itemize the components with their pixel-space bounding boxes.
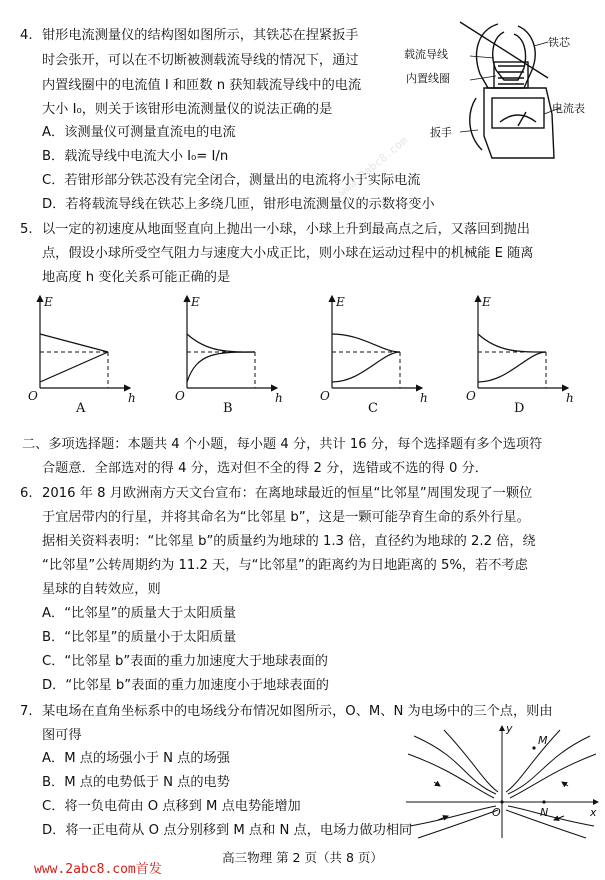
q4-option-b: B．载流导线中电流大小 I₀= I/n [42, 149, 229, 164]
graph-curve-fall [187, 352, 255, 382]
q4-option-c: C．若钳形部分铁芯没有完全闭合，测量出的电流将小于实际电流 [42, 173, 421, 188]
graph-choice-letter: B [223, 401, 233, 416]
q6-line-1: 2016 年 8 月欧洲南方天文台宣布：在离地球最近的恒星“比邻星”周围发现了一颗位 [42, 486, 533, 501]
page-number: 高三物理 第 2 页（共 8 页） [222, 850, 383, 865]
graph-curve-rise [332, 334, 400, 352]
watermark: www.2abc8.com [335, 133, 411, 200]
energy-height-graphs [0, 290, 605, 420]
q7-line-1: 某电场在直角坐标系中的电场线分布情况如图所示，O、M、N 为电场中的三个点，则由 [42, 704, 553, 719]
graph-origin-label: O [175, 389, 185, 403]
label-core: 铁芯 [548, 36, 570, 49]
q6-option-d: D．“比邻星 b”表面的重力加速度小于地球表面的 [42, 678, 329, 693]
site-link[interactable]: www.2abc8.com首发 [34, 862, 162, 877]
graph-curve-rise [187, 334, 255, 352]
point-n-label: N [540, 806, 549, 819]
q6-number: 6. [20, 486, 33, 501]
q6-option-b: B．“比邻星”的质量小于太阳质量 [42, 630, 237, 645]
point-o-label: O [492, 806, 501, 819]
q7-number: 7. [20, 704, 33, 719]
graph-axis-h-label: h [275, 391, 283, 405]
q6-option-c: C．“比邻星 b”表面的重力加速度大于地球表面的 [42, 654, 328, 669]
q7-line-2: 图可得 [42, 728, 82, 743]
label-meter: 电流表 [552, 102, 585, 115]
graph-curve-fall [40, 352, 108, 382]
q7-option-c: C．将一负电荷由 O 点移到 M 点电势能增加 [42, 799, 301, 814]
q7-option-d: D．将一正电荷从 O 点分别移到 M 点和 N 点，电场力做功相同 [42, 823, 413, 838]
q4-line-3: 内置线圈中的电流值 I 和匝数 n 获知载流导线中的电流 [42, 78, 362, 93]
graph-axis-e-label: E [44, 295, 53, 309]
graph-axis-e-label: E [191, 295, 200, 309]
q4-option-a: A．该测量仪可测量直流电的电流 [42, 125, 236, 140]
graph-choice-letter: C [368, 401, 378, 416]
section-2-line-2: 合题意．全部选对的得 4 分，选对但不全的得 2 分，选错或不选的得 0 分． [42, 461, 488, 476]
clamp-meter-figure [400, 18, 600, 168]
q5-line-2: 点，假设小球所受空气阻力与速度大小成正比，则小球在运动过程中的机械能 E 随离 [42, 246, 534, 261]
q6-line-2: 于宜居带内的行星，并将其命名为“比邻星 b”，这是一颗可能孕育生命的系外行星。 [42, 510, 530, 525]
graph-curve-rise [478, 334, 546, 352]
graph-choice-letter: A [76, 401, 86, 416]
q4-option-d: D．若将载流导线在铁芯上多绕几匝，钳形电流测量仪的示数将变小 [42, 197, 435, 212]
q4-number: 4. [20, 28, 33, 43]
graph-axis-h-label: h [566, 391, 574, 405]
graph-axis-e-label: E [482, 295, 491, 309]
graph-origin-label: O [320, 389, 330, 403]
q5-line-3: 地高度 h 变化关系可能正确的是 [42, 270, 231, 285]
section-2-line-1: 二、多项选择题：本题共 4 个小题，每小题 4 分，共计 16 分，每个选择题有多个选项符 [22, 437, 543, 452]
graph-axis-e-label: E [336, 295, 345, 309]
label-handle: 扳手 [430, 126, 452, 139]
q5-line-1: 以一定的初速度从地面竖直向上抛出一小球，小球上升到最高点之后，又落回到抛出 [42, 222, 530, 237]
q4-line-2: 时会张开，可以在不切断被测载流导线的情况下，通过 [42, 53, 359, 68]
q5-number: 5. [20, 222, 33, 237]
axis-y-label: y [506, 722, 513, 735]
q6-option-a: A．“比邻星”的质量大于太阳质量 [42, 606, 237, 621]
q6-line-4: “比邻星”公转周期约为 11.2 天，与“比邻星”的距离约为日地距离的 5%，若不考虑 [42, 558, 528, 573]
label-wire: 载流导线 [404, 48, 448, 61]
graph-choice-letter: D [514, 401, 525, 416]
axis-x-label: x [590, 806, 597, 819]
graph-curve-fall [478, 352, 546, 382]
point-m-label: M [538, 734, 548, 747]
q7-option-b: B．M 点的电势低于 N 点的电势 [42, 775, 230, 790]
graph-axis-h-label: h [420, 391, 428, 405]
graph-axis-h-label: h [128, 391, 136, 405]
q7-option-a: A．M 点的场强小于 N 点的场强 [42, 751, 230, 766]
graph-curve-fall [332, 352, 400, 382]
graph-origin-label: O [466, 389, 476, 403]
q4-line-1: 钳形电流测量仪的结构图如图所示，其铁芯在捏紧扳手 [42, 28, 359, 43]
q4-line-4: 大小 I₀，则关于该钳形电流测量仪的说法正确的是 [42, 102, 333, 117]
label-coil: 内置线圈 [406, 72, 450, 85]
q6-line-5: 星球的自转效应，则 [42, 582, 161, 597]
electric-field-figure [404, 722, 600, 840]
graph-origin-label: O [28, 389, 38, 403]
q6-line-3: 据相关资料表明：“比邻星 b”的质量约为地球的 1.3 倍，直径约为地球的 2.2 倍，绕 [42, 534, 536, 549]
graph-curve-rise [40, 334, 108, 352]
